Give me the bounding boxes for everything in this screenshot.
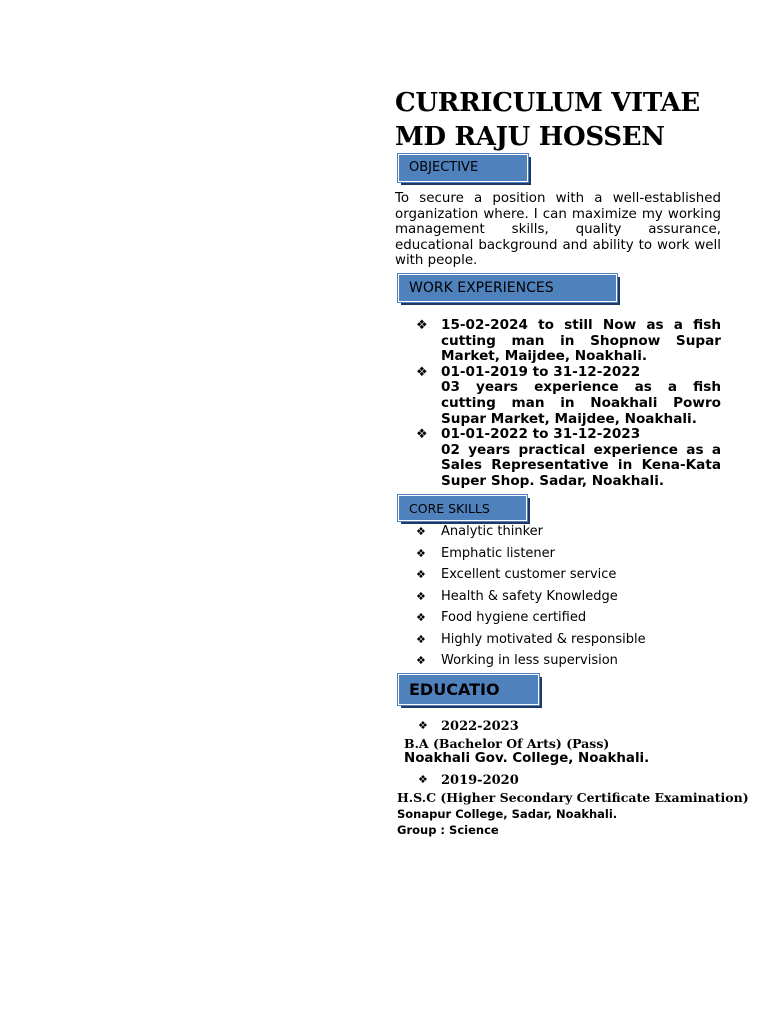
- skill-text: Working in less supervision: [441, 653, 618, 668]
- education-header: [398, 674, 539, 705]
- work-item: [416, 427, 721, 489]
- bullet-icon: ❖: [416, 654, 426, 667]
- education-degree: B.A (Bachelor Of Arts) (Pass): [404, 736, 610, 751]
- bullet-icon: ❖: [416, 568, 426, 581]
- core-skills-header-label: CORE SKILLS: [409, 501, 490, 516]
- skill-text: Analytic thinker: [441, 524, 543, 539]
- education-group: Group : Science: [397, 823, 499, 837]
- work-item-dates: 01-01-2019 to 31-12-2022: [441, 363, 641, 380]
- bullet-icon: ❖: [418, 773, 428, 786]
- education-school: Noakhali Gov. College, Noakhali.: [404, 751, 650, 766]
- objective-header: [398, 154, 528, 182]
- work-item-detail: 03 years experience as a fish cutting man in Noakhali Powro Supar Market, Maijdee, Noakhali.: [441, 379, 721, 427]
- core-skills-list: [416, 521, 721, 672]
- bullet-icon: ❖: [416, 632, 426, 646]
- skill-text: Food hygiene certified: [441, 610, 587, 625]
- education-year: 2022-2023: [441, 719, 519, 734]
- bullet-icon: ❖: [416, 546, 426, 560]
- work-experiences-header-label: WORK EXPERIENCES: [409, 280, 554, 296]
- education-year: 2019-2020: [441, 773, 519, 788]
- objective-text: To secure a position with a well-established organization where. I can maximize my working management skills, quality assurance, educational background and ability to work well with people.: [395, 191, 721, 269]
- skill-item: [416, 564, 721, 586]
- work-item: [416, 318, 721, 365]
- core-skills-header: [398, 495, 527, 521]
- skill-item: [416, 586, 721, 608]
- skill-text: Health & safety Knowledge: [441, 588, 618, 604]
- skill-item: [416, 629, 721, 651]
- work-item-detail: 02 years practical experience as a Sales Representative in Kena-Kata Super Shop. Sadar, Noakhali.: [441, 441, 721, 489]
- skill-text: Emphatic listener: [441, 545, 555, 561]
- bullet-icon: ❖: [418, 719, 428, 732]
- bullet-icon: ❖: [416, 318, 428, 333]
- candidate-name: MD RAJU HOSSEN: [395, 122, 665, 152]
- bullet-icon: ❖: [416, 525, 426, 538]
- education-degree: H.S.C (Higher Secondary Certificate Examination): [397, 790, 749, 805]
- skill-text: Highly motivated & responsible: [441, 631, 646, 647]
- skill-text: Excellent customer service: [441, 567, 617, 582]
- bullet-icon: ❖: [416, 611, 426, 624]
- education-header-label: EDUCATIO: [409, 680, 500, 699]
- work-experiences-header: [398, 274, 617, 302]
- work-item-text: 15-02-2024 to still Now as a fish cutting man in Shopnow Supar Market, Maijdee, Noakhali.: [441, 317, 721, 365]
- bullet-icon: ❖: [416, 364, 428, 380]
- cv-title: CURRICULUM VITAE: [395, 88, 700, 118]
- work-item: [416, 365, 721, 427]
- work-experience-list: [416, 318, 721, 490]
- skill-item: [416, 543, 721, 565]
- education-school: Sonapur College, Sadar, Noakhali.: [397, 807, 618, 821]
- bullet-icon: ❖: [416, 427, 428, 443]
- skill-item: [416, 521, 721, 543]
- bullet-icon: ❖: [416, 589, 426, 603]
- objective-header-label: OBJECTIVE: [409, 160, 479, 175]
- work-item-dates: 01-01-2022 to 31-12-2023: [441, 426, 641, 443]
- skill-item: [416, 650, 721, 672]
- skill-item: [416, 607, 721, 629]
